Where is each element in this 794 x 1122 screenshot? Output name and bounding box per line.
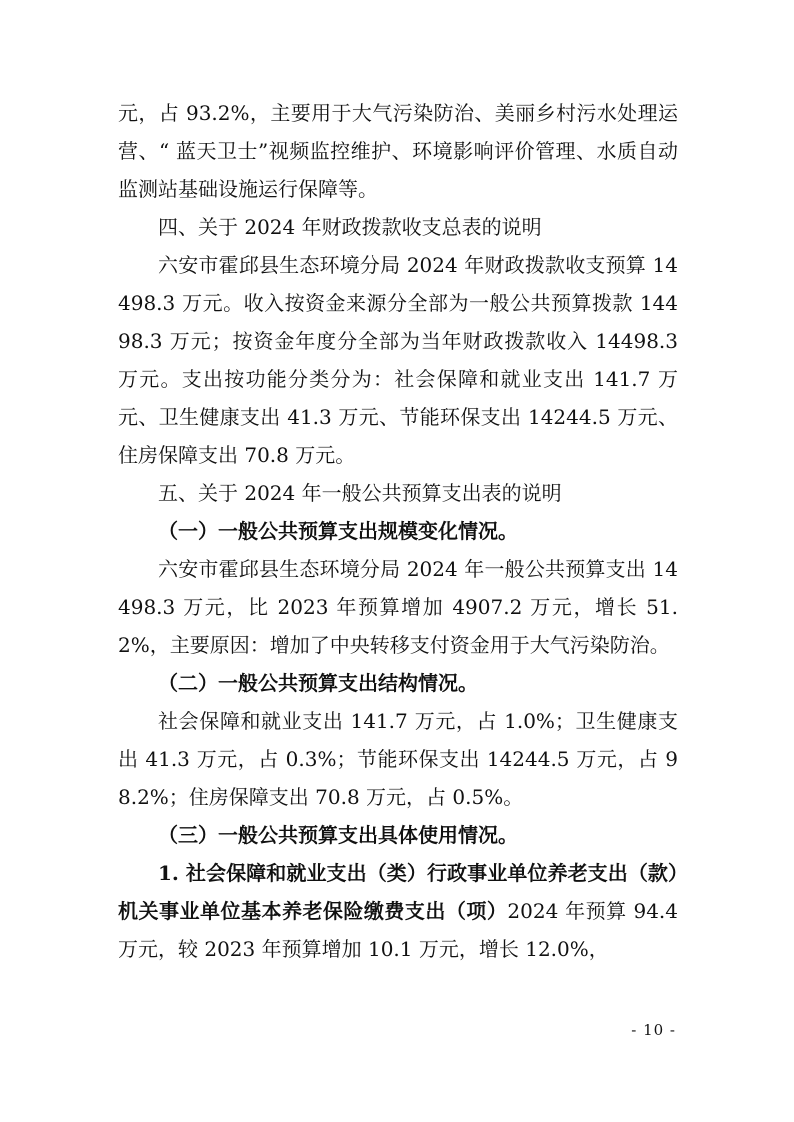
subheading-structure: （二）一般公共预算支出结构情况。 xyxy=(158,671,478,695)
section-heading-five: 五、关于 2024 年一般公共预算支出表的说明 xyxy=(158,481,562,505)
document-body xyxy=(118,94,678,968)
subheading-scale-change: （一）一般公共预算支出规模变化情况。 xyxy=(158,519,518,543)
paragraph-fiscal-summary: 六安市霍邱县生态环境分局 2024 年财政拨款收支预算 14498.3 万元。收入按资金来源分全部为一般公共预算拨款 14498.3 万元；按资金年度分全部为当年财政拨款收入 14498.3 万元。支出按功能分类分为：社会保障和就业支出 141.7 万元、卫生健康支出 41.3 万元、节能环保支出 14244.5 万元、住房保障支出 70.8 万元。 xyxy=(118,253,678,467)
pension-item-detail: 2024 年预算 94.4 万元，较 2023 年预算增加 10.1 万元，增长 12.0%， xyxy=(118,899,679,961)
paragraph-pension-expense xyxy=(118,854,678,968)
page-number: - 10 - xyxy=(631,1021,676,1039)
section-heading-four: 四、关于 2024 年财政拨款收支总表的说明 xyxy=(158,215,542,239)
paragraph-structure: 社会保障和就业支出 141.7 万元，占 1.0%；卫生健康支出 41.3 万元，占 0.3%；节能环保支出 14244.5 万元，占 98.2%；住房保障支出 70.8 万元，占 0.5%。 xyxy=(118,709,678,809)
paragraph-continuation: 元，占 93.2%，主要用于大气污染防治、美丽乡村污水处理运营、“ 蓝天卫士”视频监控维护、环境影响评价管理、水质自动监测站基础设施运行保障等。 xyxy=(118,101,678,201)
paragraph-scale-change: 六安市霍邱县生态环境分局 2024 年一般公共预算支出 14498.3 万元，比 2023 年预算增加 4907.2 万元，增长 51.2%，主要原因：增加了中央转移支付资金用于大气污染防治。 xyxy=(118,557,678,657)
pension-item-title: 1. 社会保障和就业支出（类）行政事业单位养老支出（款）机关事业单位基本养老保险缴费支出（项） xyxy=(118,861,678,923)
subheading-specific-use: （三）一般公共预算支出具体使用情况。 xyxy=(158,823,518,847)
